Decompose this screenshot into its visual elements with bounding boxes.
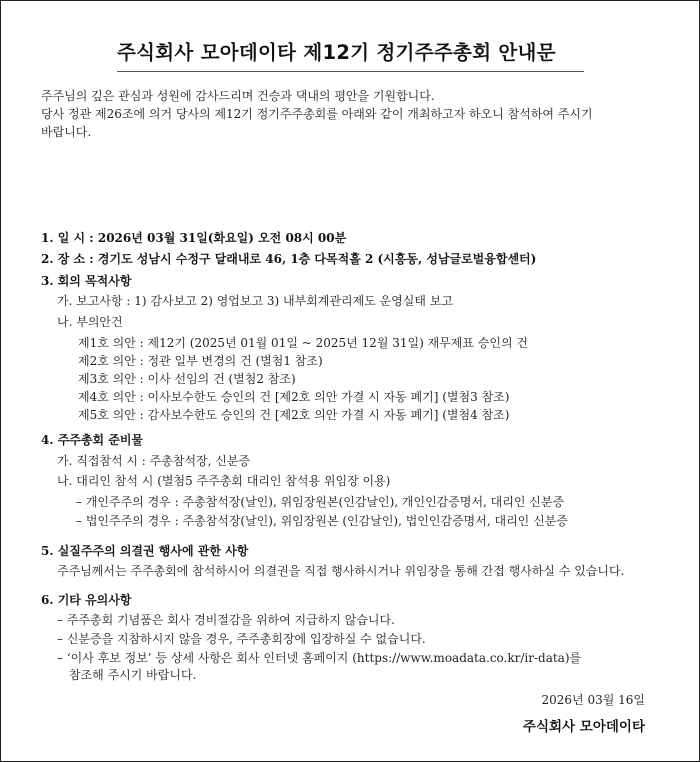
section-1-datetime: 1. 일 시 : 2026년 03월 31일(화요일) 오전 08시 00분 bbox=[41, 231, 347, 245]
section-4-heading: 4. 주주총회 준비물 bbox=[41, 433, 144, 447]
company-signature: 주식회사 모아데이타 bbox=[522, 719, 645, 735]
individual-shareholder-items: – 개인주주의 경우 : 주총참석장(날인), 위임장원본(인감날인), 개인인감증명서, 대리인 신분증 bbox=[76, 495, 565, 509]
section-3-heading: 3. 회의 목적사항 bbox=[41, 274, 132, 288]
direct-attendance-items: 가. 직접참석 시 : 주총참석장, 신분증 bbox=[57, 454, 251, 468]
section-5-body: 주주님께서는 주주총회에 참석하시어 의결권을 직접 행사하시거나 위임장을 통해 간접 행사하실 수 있습니다. bbox=[57, 564, 625, 578]
agenda-item: 제1호 의안 : 제12기 (2025년 01월 01일 ~ 2025년 12월 31일) 재무제표 승인의 건 bbox=[78, 336, 528, 350]
corporate-shareholder-items: – 법인주주의 경우 : 주총참석장(날인), 위임장원본 (인감날인), 법인인감증명서, 대리인 신분증 bbox=[76, 514, 568, 528]
notice-date: 2026년 03월 16일 bbox=[541, 693, 645, 707]
document-title: 주식회사 모아데이타 제12기 정기주주총회 안내문 bbox=[117, 41, 556, 64]
agenda-item: 제3호 의안 : 이사 선임의 건 (별첨2 참조) bbox=[78, 372, 296, 386]
proxy-attendance-label: 나. 대리인 참석 시 (별첨5 주주총회 대리인 참석용 위임장 이용) bbox=[57, 474, 391, 488]
section-5-heading: 5. 실질주주의 의결권 행사에 관한 사항 bbox=[41, 544, 249, 558]
title-underline bbox=[117, 71, 584, 72]
note-item: – 신분증을 지참하시지 않을 경우, 주주총회장에 입장하실 수 없습니다. bbox=[57, 632, 426, 646]
note-item-continued: 참조해 주시기 바랍니다. bbox=[69, 668, 197, 682]
agenda-item: 제5호 의안 : 감사보수한도 승인의 건 [제2호 의안 가결 시 자동 폐기] (별첨4 참조) bbox=[78, 408, 510, 422]
section-2-venue: 2. 장 소 : 경기도 성남시 수정구 달래내로 46, 1층 다목적홀 2 (시흥동, 성남글로벌융합센터) bbox=[41, 252, 537, 266]
intro-line-1: 주주님의 깊은 관심과 성원에 감사드리며 건승과 댁내의 평안을 기원합니다. bbox=[41, 89, 435, 103]
note-item: – 주주총회 기념품은 회사 경비절감을 위하여 지급하지 않습니다. bbox=[57, 613, 395, 627]
report-items: 가. 보고사항 : 1) 감사보고 2) 영업보고 3) 내부회계관리제도 운영실태 보고 bbox=[57, 294, 453, 308]
intro-line-2: 당사 정관 제26조에 의거 당사의 제12기 정기주주총회를 아래와 같이 개최하고자 하오니 참석하여 주시기 bbox=[41, 107, 593, 121]
agenda-item: 제2호 의안 : 정관 일부 변경의 건 (별첨1 참조) bbox=[78, 354, 323, 368]
intro-line-3: 바랍니다. bbox=[41, 125, 92, 139]
note-item: – ‘이사 후보 정보’ 등 상세 사항은 회사 인터넷 홈페이지 (https://www.moadata.co.kr/ir-data)를 bbox=[57, 651, 582, 665]
section-6-heading: 6. 기타 유의사항 bbox=[41, 593, 132, 607]
agenda-item: 제4호 의안 : 이사보수한도 승인의 건 [제2호 의안 가결 시 자동 폐기] (별첨3 참조) bbox=[78, 390, 510, 404]
resolution-label: 나. 부의안건 bbox=[57, 315, 123, 329]
